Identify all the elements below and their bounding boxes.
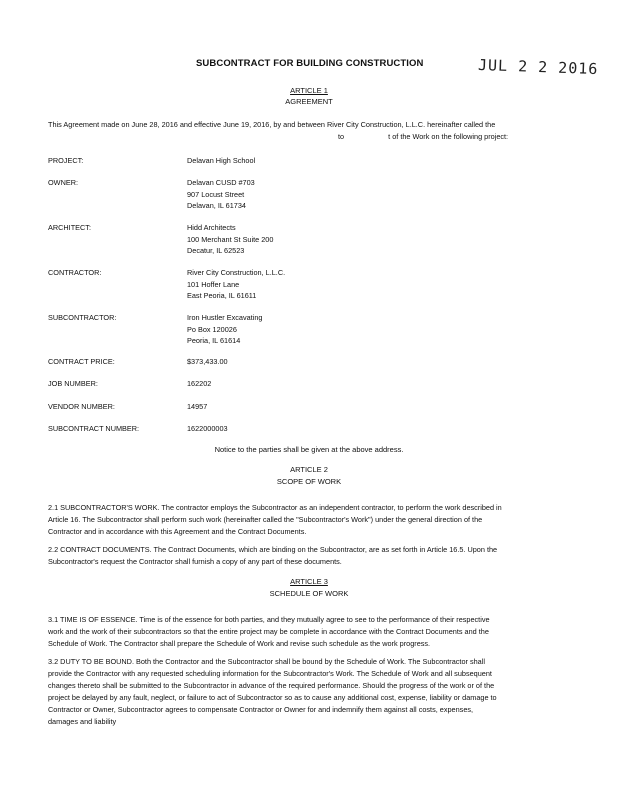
section-2-1 xyxy=(48,502,578,538)
paragraph-line: Subcontractor's request the Contractor shall furnish a copy of any part of these documents. xyxy=(48,557,342,566)
notice-text: Notice to the parties shall be given at the above address. xyxy=(214,445,404,454)
intro-line-2 xyxy=(48,131,588,143)
field-value-subcontract-number xyxy=(187,423,228,435)
field-label-subcontractor: SUBCONTRACTOR: xyxy=(48,313,117,322)
owner-line: Delavan, IL 61734 xyxy=(187,201,246,210)
subcontractor-line: Iron Hustler Excavating xyxy=(187,313,263,322)
field-value-owner xyxy=(187,177,255,212)
project-line: Delavan High School xyxy=(187,156,256,165)
field-value-vendor-number xyxy=(187,401,207,413)
field-value-job-number xyxy=(187,378,211,390)
paragraph-line: work and the work of their subcontractors so that the entire project may be complete in accordance with the Contract Documents and the xyxy=(48,627,489,636)
field-label-contract-price: CONTRACT PRICE: xyxy=(48,357,115,366)
subcontractor-line: Po Box 120026 xyxy=(187,324,237,334)
subcontract-number: 1622000003 xyxy=(187,424,228,433)
date-stamp: JUL 2 2 2016 xyxy=(477,55,599,79)
field-value-project xyxy=(187,155,255,167)
contractor-line: River City Construction, L.L.C. xyxy=(187,268,286,277)
paragraph-line: changes thereto shall be submitted to the Subcontractor in advance of the required performance. Should the progress of the work or of the xyxy=(48,681,495,690)
intro-line-1: This Agreement made on June 28, 2016 and effective June 19, 2016, by and between River City Construction, L.L.C. hereinafter called the xyxy=(48,120,496,129)
section-3-2 xyxy=(48,656,578,728)
article2-heading: ARTICLE 2 xyxy=(290,465,328,474)
section-2-2 xyxy=(48,544,578,568)
field-label-contractor: CONTRACTOR: xyxy=(48,268,102,277)
owner-line: 907 Locust Street xyxy=(187,189,245,199)
document-title: SUBCONTRACT FOR BUILDING CONSTRUCTION xyxy=(196,58,424,69)
vendor-number: 14957 xyxy=(187,402,208,411)
paragraph-line: 3.2 DUTY TO BE BOUND. Both the Contractor and the Subcontractor shall be bound by the Schedule of Work. The Subcontractor shall xyxy=(48,657,485,666)
article1-heading: ARTICLE 1 xyxy=(290,86,328,95)
architect-line: Hidd Architects xyxy=(187,223,236,232)
article1-subheading: AGREEMENT xyxy=(285,97,333,106)
architect-line: 100 Merchant St Suite 200 xyxy=(187,234,274,244)
section-3-1 xyxy=(48,614,578,650)
paragraph-line: Article 16. The Subcontractor shall perform such work (hereinafter called the "Subcontractor's Work") under the general direction of the xyxy=(48,515,483,524)
contract-price: $373,433.00 xyxy=(187,357,228,366)
owner-line: Delavan CUSD #703 xyxy=(187,178,255,187)
paragraph-line: provide the Contractor with any requested scheduling information for the Subcontractor's Work. The Schedule of Work and all subsequent xyxy=(48,669,492,678)
paragraph-line: project be delayed by any fault, neglect, or failure to act of Subcontractor so as to cause any additional cost, expense, liability or damage to xyxy=(48,693,497,702)
article3-heading: ARTICLE 3 xyxy=(290,577,328,586)
paragraph-line: 2.1 SUBCONTRACTOR'S WORK. The contractor employs the Subcontractor as an independent contractor, to perform the work described in xyxy=(48,503,502,512)
paragraph-line: 2.2 CONTRACT DOCUMENTS. The Contract Documents, which are binding on the Subcontractor, are as set forth in Article 16.5. Upon the xyxy=(48,545,498,554)
intro-paragraph xyxy=(48,119,588,143)
field-label-project: PROJECT: xyxy=(48,156,84,165)
architect-line: Decatur, IL 62523 xyxy=(187,246,245,255)
intro-line-2a: to xyxy=(338,132,345,141)
field-value-contractor xyxy=(187,267,285,302)
field-value-contract-price xyxy=(187,356,228,368)
job-number: 162202 xyxy=(187,379,212,388)
article3-subheading: SCHEDULE OF WORK xyxy=(269,589,349,598)
field-label-vendor-number: VENDOR NUMBER: xyxy=(48,402,115,411)
field-label-architect: ARCHITECT: xyxy=(48,223,91,232)
paragraph-line: damages and liability xyxy=(48,717,117,726)
contractor-line: 101 Hoffer Lane xyxy=(187,279,240,289)
field-label-subcontract-number: SUBCONTRACT NUMBER: xyxy=(48,424,140,433)
field-value-architect xyxy=(187,222,273,257)
field-label-owner: OWNER: xyxy=(48,178,78,187)
paragraph-line: Contractor and in accordance with this Agreement and the Contract Documents. xyxy=(48,527,307,536)
field-label-job-number: JOB NUMBER: xyxy=(48,379,98,388)
paragraph-line: Schedule of Work. The Contractor shall prepare the Schedule of Work and revise such schedule as the work progress. xyxy=(48,639,431,648)
paragraph-line: Contractor or Owner, Subcontractor agrees to compensate Contractor or Owner for and indemnify them against all costs, expenses, xyxy=(48,705,474,714)
subcontractor-line: Peoria, IL 61614 xyxy=(187,336,241,345)
field-value-subcontractor xyxy=(187,312,262,347)
paragraph-line: 3.1 TIME IS OF ESSENCE. Time is of the essence for both parties, and they mutually agree to see to the performance of their respective xyxy=(48,615,490,624)
article2-subheading: SCOPE OF WORK xyxy=(276,477,342,486)
intro-line-2b: t of the Work on the following project: xyxy=(388,132,509,141)
contractor-line: East Peoria, IL 61611 xyxy=(187,291,257,300)
